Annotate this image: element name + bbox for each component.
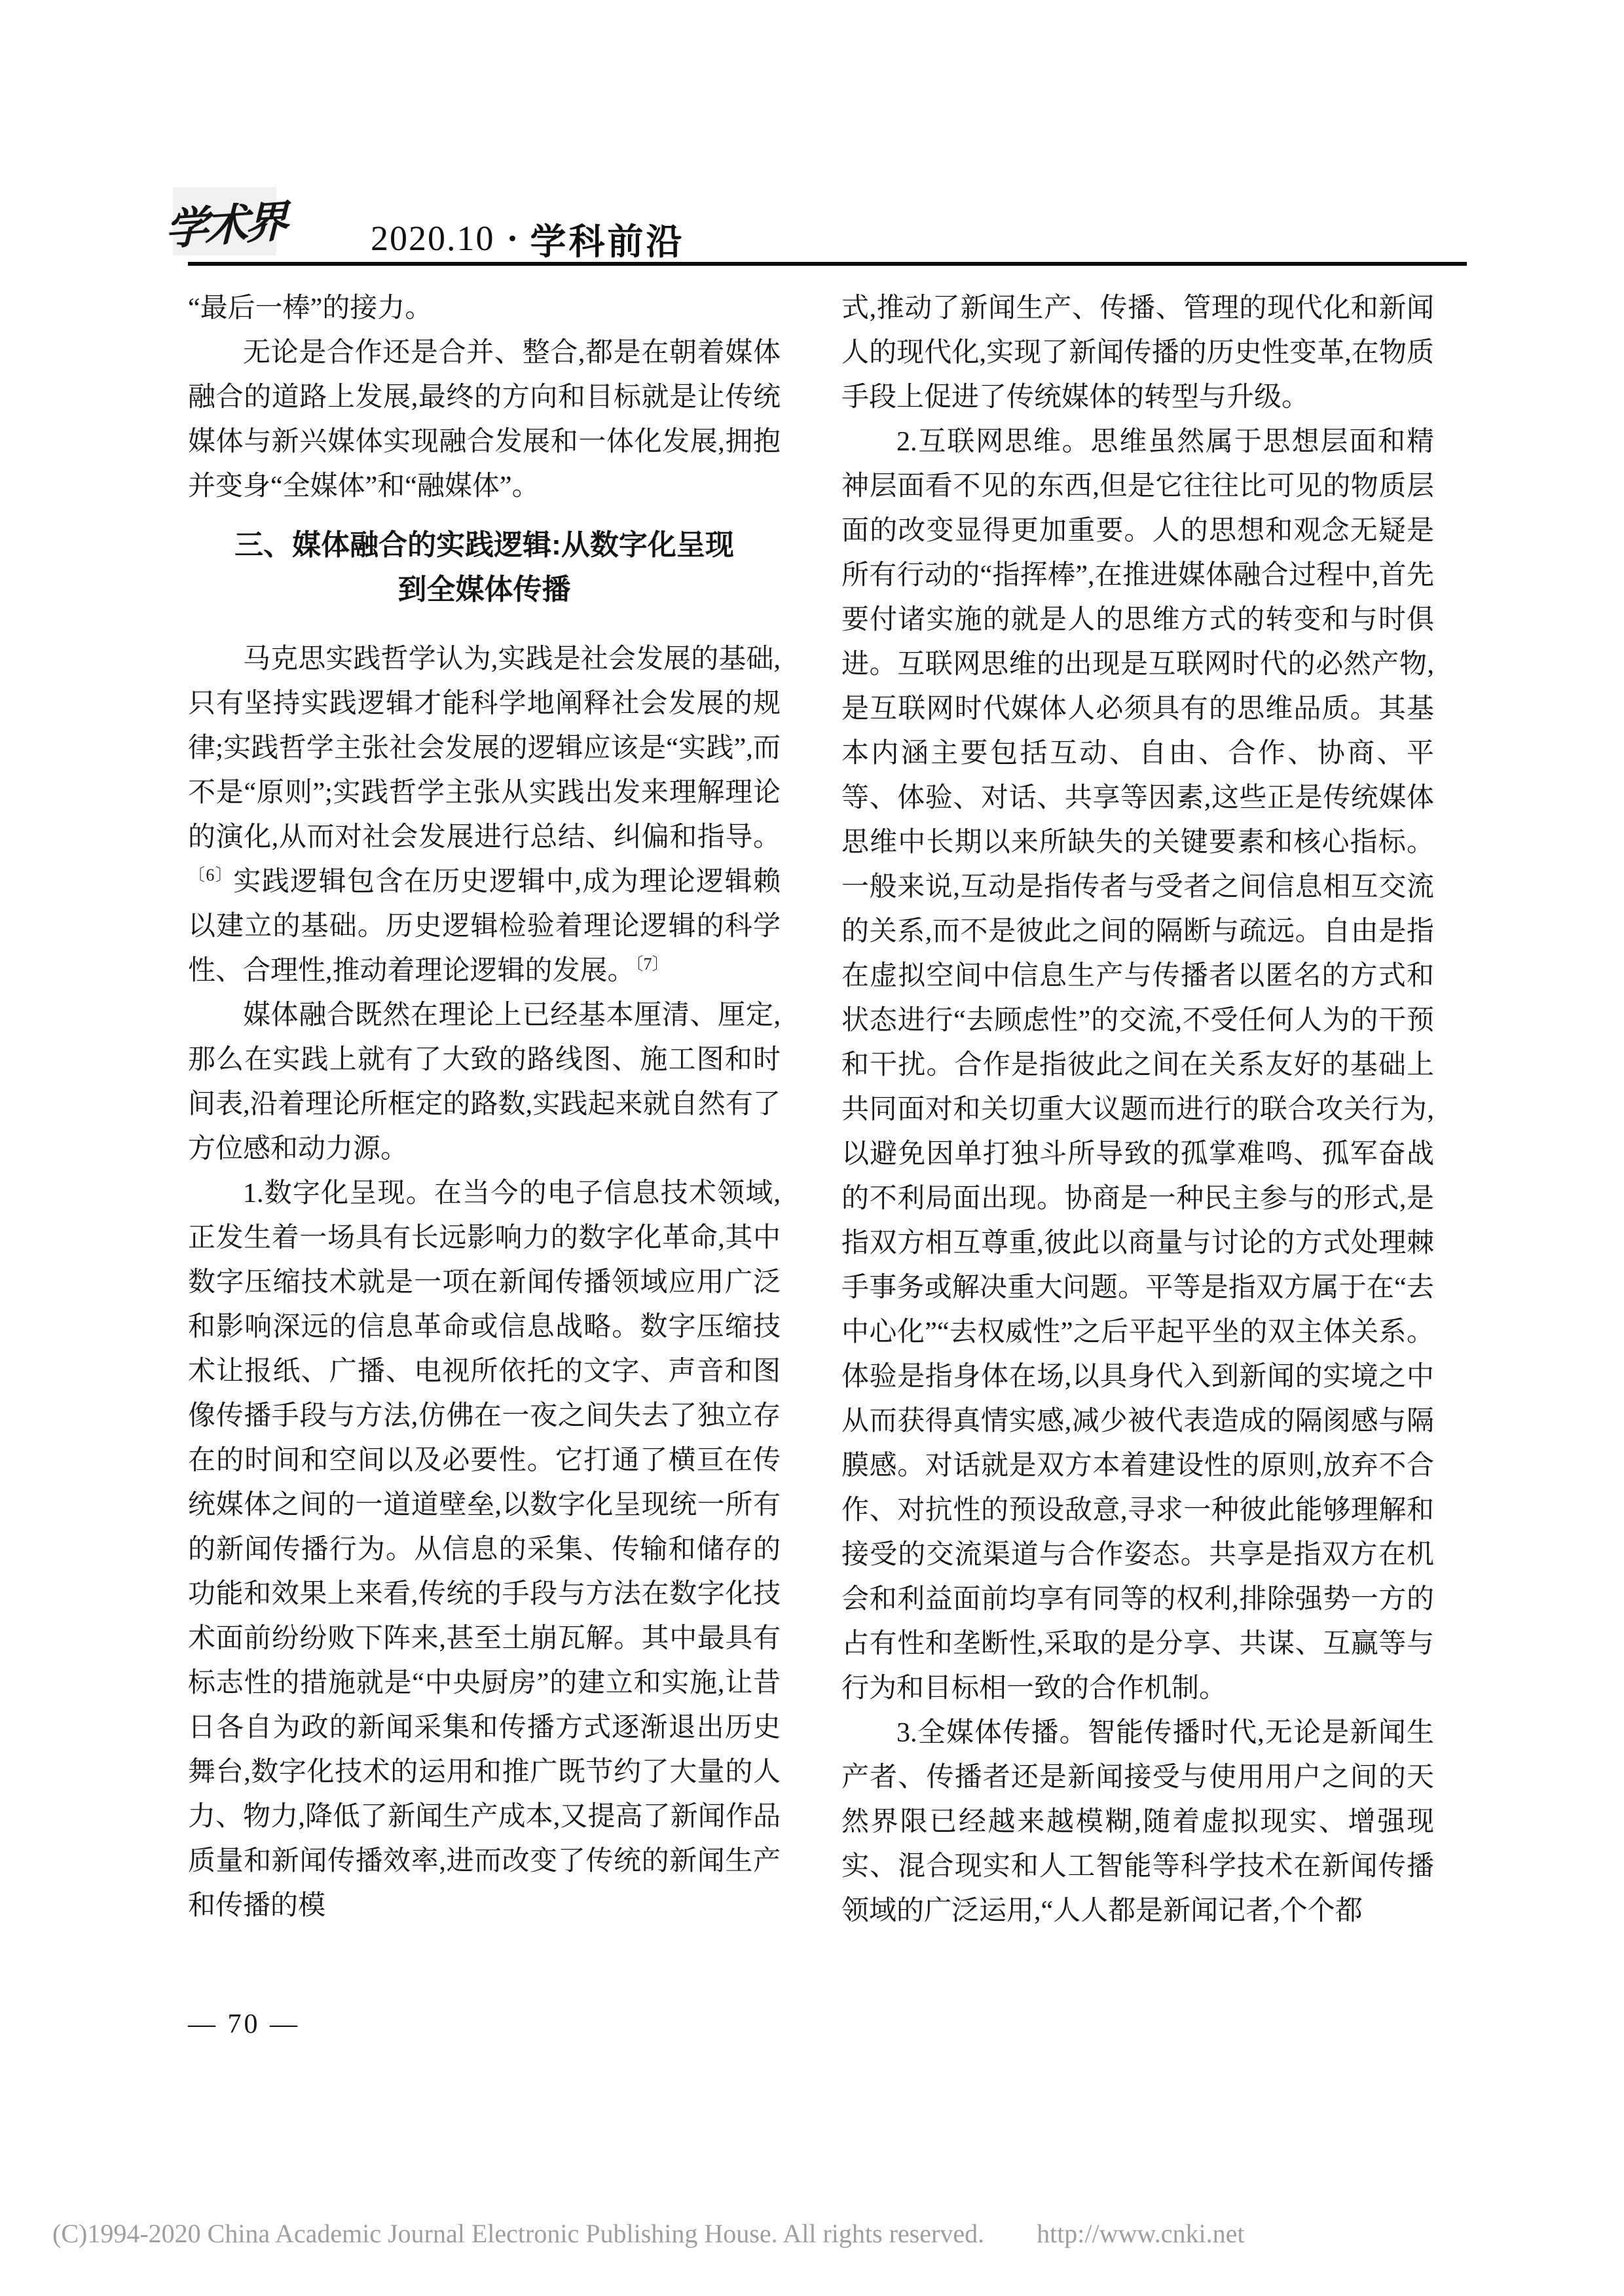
right-column: [841, 286, 1434, 1933]
header-rule: [188, 262, 1467, 266]
section-name: 学科前沿: [530, 221, 685, 262]
section-heading: [188, 523, 781, 612]
copyright-footer: [52, 2218, 1244, 2249]
paragraph-continuation: 式,推动了新闻生产、传播、管理的现代化和新闻人的现代化,实现了新闻传播的历史性变革,在物质手段上促进了传统媒体的转型与升级。: [841, 293, 1434, 412]
paragraph: 马克思实践哲学认为,实践是社会发展的基础,只有坚持实践逻辑才能科学地阐释社会发展的规律;实践哲学主张社会发展的逻辑应该是“实践”,而不是“原则”;实践哲学主张从实践出发来理解理论的演化,从而对社会发展进行总结、纠偏和指导。$^{〔6〕}$实践逻辑包含在历史逻辑中,成为理论逻辑赖以建立的基础。历史逻辑检验着理论逻辑的科学性、合理性,推动着理论逻辑的发展。$^{〔7〕}$: [188, 644, 781, 986]
separator-dot: ·: [506, 219, 519, 258]
journal-logo: [164, 187, 285, 255]
page-number: — 70 —: [188, 2009, 300, 2039]
journal-logo-text: 学术界: [164, 198, 285, 254]
section-heading-line2: 到全媒体传播: [397, 574, 571, 606]
paragraph-continuation: “最后一棒”的接力。: [188, 293, 433, 323]
section-heading-line1: 三、媒体融合的实践逻辑:从数字化呈现: [234, 529, 734, 561]
left-column: [188, 286, 781, 1928]
paragraph: 1.数字化呈现。在当今的电子信息技术领域,正发生着一场具有长远影响力的数字化革命,其中数字压缩技术就是一项在新闻传播领域应用广泛和影响深远的信息革命或信息战略。数字压缩技术让报纸、广播、电视所依托的文字、声音和图像传播手段与方法,仿佛在一夜之间失去了独立存在的时间和空间以及必要性。它打通了横亘在传统媒体之间的一道道壁垒,以数字化呈现统一所有的新闻传播行为。从信息的采集、传输和储存的功能和效果上来看,传统的手段与方法在数字化技术面前纷纷败下阵来,甚至土崩瓦解。其中最具有标志性的措施就是“中央厨房”的建立和实施,让昔日各自为政的新闻采集和传播方式逐渐退出历史舞台,数字化技术的运用和推广既节约了大量的人力、物力,降低了新闻生产成本,又提高了新闻作品质量和新闻传播效率,进而改变了传统的新闻生产和传播的模: [188, 1178, 781, 1921]
issue-number: 2020.10: [371, 219, 495, 258]
paragraph: 2.互联网思维。思维虽然属于思想层面和精神层面看不见的东西,但是它往往比可见的物质层面的改变显得更加重要。人的思想和观念无疑是所有行动的“指挥棒”,在推进媒体融合过程中,首先要付诸实施的就是人的思维方式的转变和与时俱进。互联网思维的出现是互联网时代的必然产物,是互联网时代媒体人必须具有的思维品质。其基本内涵主要包括互动、自由、合作、协商、平等、体验、对话、共享等因素,这些正是传统媒体思维中长期以来所缺失的关键要素和核心指标。一般来说,互动是指传者与受者之间信息相互交流的关系,而不是彼此之间的隔断与疏远。自由是指在虚拟空间中信息生产与传播者以匿名的方式和状态进行“去顾虑性”的交流,不受任何人为的干预和干扰。合作是指彼此之间在关系友好的基础上共同面对和关切重大议题而进行的联合攻关行为,以避免因单打独斗所导致的孤掌难鸣、孤军奋战的不利局面出现。协商是一种民主参与的形式,是指双方相互尊重,彼此以商量与讨论的方式处理棘手事务或解决重大问题。平等是指双方属于在“去中心化”“去权威性”之后平起平坐的双主体关系。体验是指身体在场,以具身代入到新闻的实境之中从而获得真情实感,减少被代表造成的隔阂感与隔膜感。对话就是双方本着建设性的原则,放弃不合作、对抗性的预设敌意,寻求一种彼此能够理解和接受的交流渠道与合作姿态。共享是指双方在机会和利益面前均享有同等的权利,排除强势一方的占有性和垄断性,采取的是分享、共谋、互赢等与行为和目标相一致的合作机制。: [841, 427, 1434, 1704]
paragraph: 3.全媒体传播。智能传播时代,无论是新闻生产者、传播者还是新闻接受与使用用户之间的天然界限已经越来越模糊,随着虚拟现实、增强现实、混合现实和人工智能等科学技术在新闻传播领域的广泛运用,“人人都是新闻记者,个个都: [841, 1718, 1434, 1926]
copyright-text: (C)1994-2020 China Academic Journal Electronic Publishing House. All rights reserved.: [52, 2219, 985, 2248]
cnki-url: http://www.cnki.net: [1037, 2219, 1245, 2248]
issue-info: [371, 217, 685, 262]
paragraph: 媒体融合既然在理论上已经基本厘清、厘定,那么在实践上就有了大致的路线图、施工图和时间表,沿着理论所框定的路数,实践起来就自然有了方位感和动力源。: [188, 1000, 781, 1164]
paragraph: 无论是合作还是合并、整合,都是在朝着媒体融合的道路上发展,最终的方向和目标就是让传统媒体与新兴媒体实现融合发展和一体化发展,拥抱并变身“全媒体”和“融媒体”。: [188, 338, 781, 501]
